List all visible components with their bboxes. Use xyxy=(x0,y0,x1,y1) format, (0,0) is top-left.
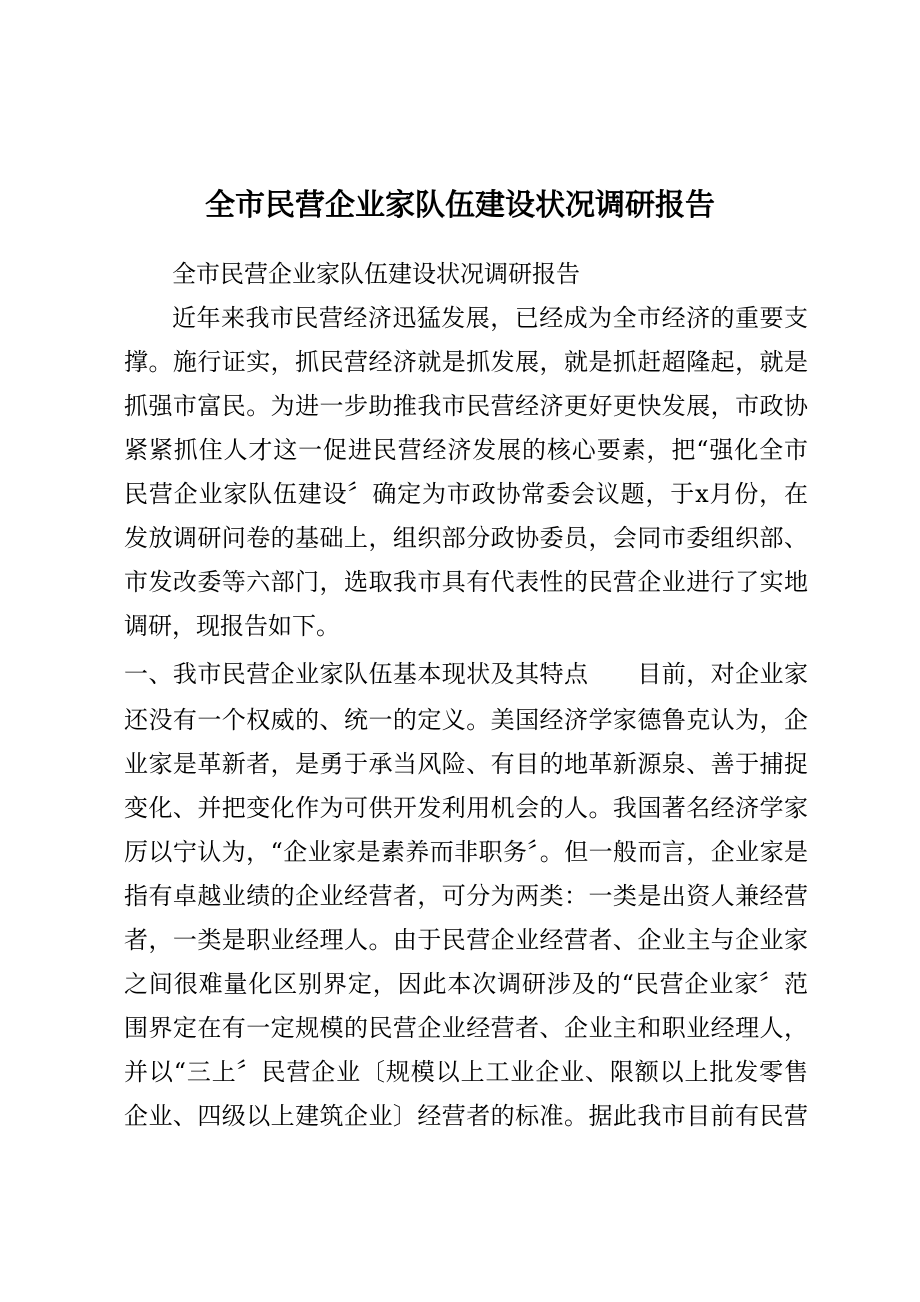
body-line: 民营企业家队伍建设〞确定为市政协常委会议题，于x月份，在 xyxy=(124,480,808,508)
section-heading-line: 一、我市民营企业家队伍基本现状及其特点 目前，对企业家 xyxy=(124,660,808,688)
document-title: 全市民营企业家队伍建设状况调研报告 xyxy=(205,188,715,223)
body-line: 近年来我市民营经济迅猛发展，已经成为全市经济的重要支 xyxy=(172,304,808,332)
body-line: 变化、并把变化作为可供开发利用机会的人。我国著名经济学家 xyxy=(124,794,808,822)
body-line: 者，一类是职业经理人。由于民营企业经营者、企业主与企业家 xyxy=(124,926,808,954)
body-line: 发放调研问卷的基础上，组织部分政协委员，会同市委组织部、 xyxy=(124,524,808,552)
body-line: 撑。施行证实，抓民营经济就是抓发展，就是抓赶超隆起，就是 xyxy=(124,348,808,376)
body-line: 之间很难量化区别界定，因此本次调研涉及的“民营企业家〞范 xyxy=(124,970,808,998)
body-line: 紧紧抓住人才这一促进民营经济发展的核心要素，把“强化全市 xyxy=(124,436,808,464)
body-line: 厉以宁认为，“企业家是素养而非职务〞。但一般而言，企业家是 xyxy=(124,838,808,866)
body-line: 市发改委等六部门，选取我市具有代表性的民营企业进行了实地 xyxy=(124,568,808,596)
body-line: 调研，现报告如下。 xyxy=(124,612,340,640)
body-line: 还没有一个权威的、统一的定义。美国经济学家德鲁克认为，企 xyxy=(124,706,808,734)
body-subtitle: 全市民营企业家队伍建设状况调研报告 xyxy=(172,260,580,288)
body-line: 抓强市富民。为进一步助推我市民营经济更好更快发展，市政协 xyxy=(124,392,808,420)
body-line: 并以“三上〞民营企业〔规模以上工业企业、限额以上批发零售 xyxy=(124,1058,808,1086)
body-line: 指有卓越业绩的企业经营者，可分为两类：一类是出资人兼经营 xyxy=(124,882,808,910)
body-line: 围界定在有一定规模的民营企业经营者、企业主和职业经理人， xyxy=(124,1014,808,1042)
body-line: 企业、四级以上建筑企业〕经营者的标准。据此我市目前有民营 xyxy=(124,1102,808,1130)
body-line: 业家是革新者，是勇于承当风险、有目的地革新源泉、善于捕捉 xyxy=(124,750,808,778)
